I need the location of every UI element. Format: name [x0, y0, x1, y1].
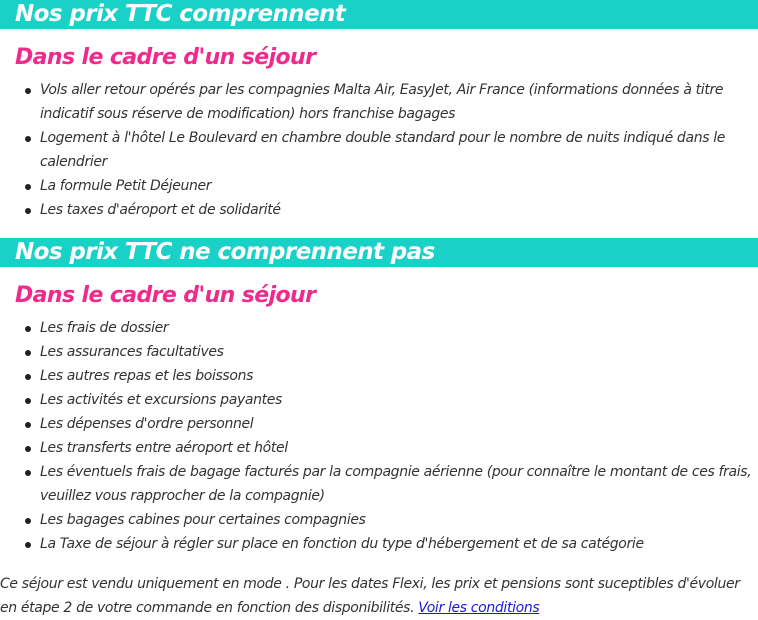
bullet-icon [25, 208, 31, 214]
included-section [0, 0, 758, 238]
included-subtitle: Dans le cadre d'un séjour [15, 45, 316, 70]
excluded-subtitle: Dans le cadre d'un séjour [15, 283, 316, 308]
bullet-icon [25, 374, 31, 380]
list-item-text: Les autres repas et les boissons [40, 368, 254, 384]
list-item [0, 78, 758, 126]
bullet-icon [25, 422, 31, 428]
footer-note [0, 556, 758, 620]
list-item [0, 388, 758, 412]
list-item-text: Vols aller retour opérés par les compagnies Malta Air, EasyJet, Air France (informations données à titre indicatif sous réserve de modification) hors franchise bagages [40, 82, 724, 122]
bullet-icon [25, 446, 31, 452]
bullet-icon [25, 136, 31, 142]
list-item-text: La Taxe de séjour à régler sur place en fonction du type d'hébergement et de sa catégorie [40, 536, 644, 552]
list-item [0, 364, 758, 388]
excluded-title: Nos prix TTC ne comprennent pas [0, 238, 758, 267]
bullet-icon [25, 88, 31, 94]
spacer [0, 222, 758, 238]
bullet-icon [25, 518, 31, 524]
list-item-text: Les transferts entre aéroport et hôtel [40, 440, 288, 456]
list-item [0, 412, 758, 436]
bullet-icon [25, 184, 31, 190]
bullet-icon [25, 470, 31, 476]
included-title: Nos prix TTC comprennent [0, 0, 758, 29]
list-item-text: Logement à l'hôtel Le Boulevard en chambre double standard pour le nombre de nuits indiqué dans le calendrier [40, 130, 726, 170]
list-item-text: Les éventuels frais de bagage facturés par la compagnie aérienne (pour connaître le montant de ces frais, veuillez vous rapprocher de la compagnie) [40, 464, 752, 504]
list-item [0, 532, 758, 556]
list-item-text: Les frais de dossier [40, 320, 169, 336]
list-item-text: Les bagages cabines pour certaines compagnies [40, 512, 366, 528]
bullet-icon [25, 326, 31, 332]
list-item-text: Les taxes d'aéroport et de solidarité [40, 202, 281, 218]
excluded-list [0, 311, 758, 556]
footer-note-text: Ce séjour est vendu uniquement en mode . Pour les dates Flexi, les prix et pensions sont suceptibles d'évoluer en étape 2 de votre commande en fonction des disponibilités. [0, 576, 740, 616]
list-item-text: Les dépenses d'ordre personnel [40, 416, 254, 432]
bullet-icon [25, 398, 31, 404]
bullet-icon [25, 542, 31, 548]
list-item [0, 508, 758, 532]
list-item-text: Les assurances facultatives [40, 344, 224, 360]
list-item [0, 340, 758, 364]
list-item-text: Les activités et excursions payantes [40, 392, 282, 408]
excluded-section [0, 238, 758, 556]
list-item [0, 198, 758, 222]
list-item [0, 126, 758, 174]
list-item [0, 460, 758, 508]
bullet-icon [25, 350, 31, 356]
conditions-link[interactable]: Voir les conditions [418, 600, 540, 616]
list-item [0, 436, 758, 460]
list-item [0, 316, 758, 340]
list-item [0, 174, 758, 198]
list-item-text: La formule Petit Déjeuner [40, 178, 212, 194]
included-list [0, 73, 758, 222]
